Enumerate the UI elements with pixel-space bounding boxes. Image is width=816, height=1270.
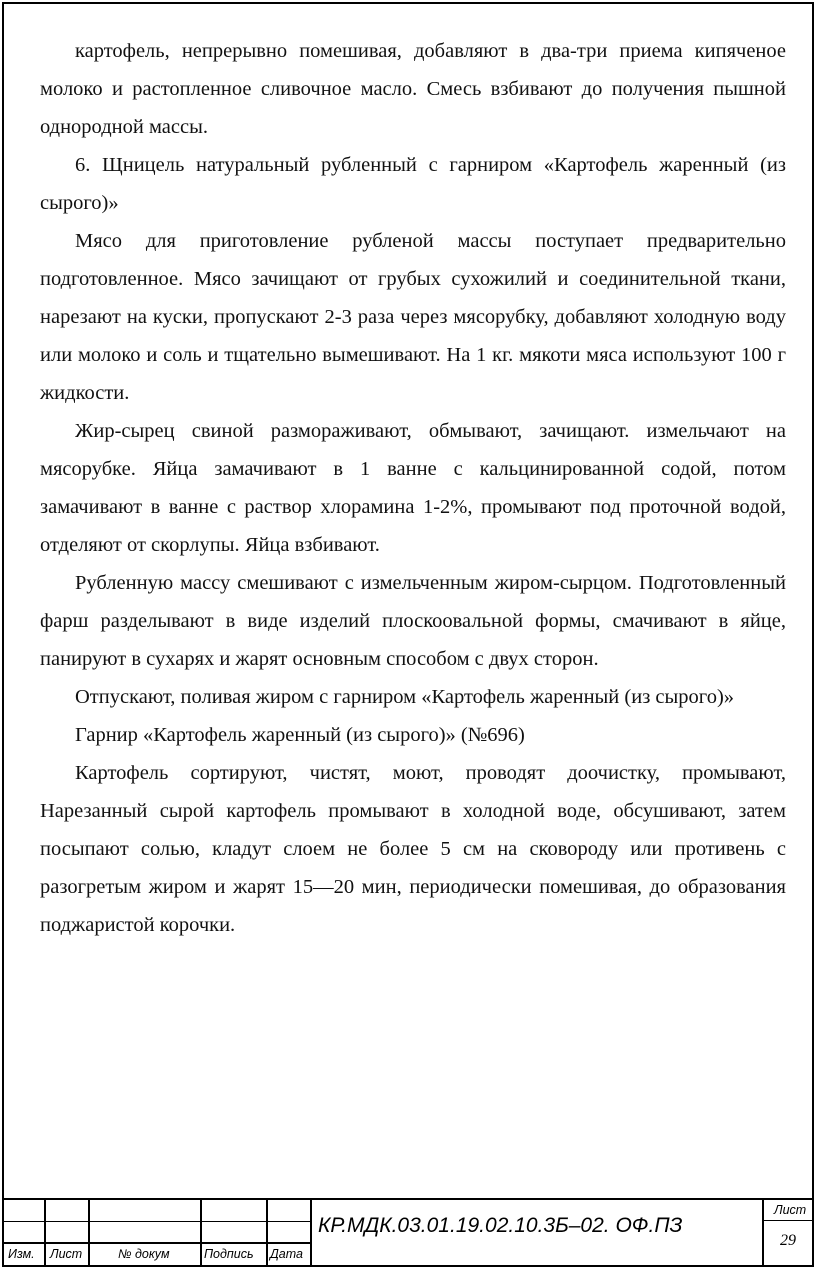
document-code: КР.МДК.03.01.19.02.10.3Б–02. ОФ.ПЗ <box>318 1214 683 1237</box>
stamp-divider <box>310 1200 312 1267</box>
title-block-stamp <box>2 1198 814 1267</box>
paragraph: Рубленную массу смешивают с измельченным жиром-сырцом. Подготовленный фарш разделывают в виде изделий плоскоовальной формы, смачивают в яйце, панируют в сухарях и жарят основным способом с двух сторон. <box>40 572 786 670</box>
stamp-divider <box>200 1200 202 1267</box>
paragraph: Отпускают, поливая жиром с гарниром «Картофель жаренный (из сырого)» <box>75 686 735 708</box>
stamp-divider <box>266 1200 268 1267</box>
paragraph: Картофель сортируют, чистят, моют, проводят доочистку, промывают, Нарезанный сырой картофель промывают в холодной воде, обсушивают, затем посыпают солью, кладут слоем не более 5 см на сковороду или противень с разогретым жиром и жарят 15—20 мин, периодически помешивая, до образования поджаристой корочки. <box>40 762 786 936</box>
stamp-label-data: Дата <box>270 1247 303 1261</box>
stamp-row-line <box>762 1220 814 1221</box>
stamp-label-dokum: № докум <box>118 1247 170 1261</box>
stamp-divider <box>88 1200 90 1267</box>
stamp-row-line <box>2 1242 310 1244</box>
stamp-label-list: Лист <box>50 1247 83 1261</box>
paragraph-heading: Гарнир «Картофель жаренный (из сырого)» (№696) <box>75 724 525 746</box>
stamp-divider <box>44 1200 46 1267</box>
paragraph: картофель, непрерывно помешивая, добавляют в два-три приема кипяченое молоко и растопленное сливочное масло. Смесь взбивают до получения пышной однородной массы. <box>40 40 786 138</box>
sheet-number: 29 <box>780 1232 796 1249</box>
stamp-row-line <box>2 1221 310 1222</box>
sheet-label: Лист <box>774 1203 807 1217</box>
document-body <box>40 32 786 944</box>
paragraph: Жир-сырец свиной размораживают, обмывают, зачищают. измельчают на мясорубке. Яйца замачивают в 1 ванне с кальцинированной содой, потом замачивают в ванне с раствор хлорамина 1-2%, промывают под проточной водой, отделяют от скорлупы. Яйца взбивают. <box>40 420 786 556</box>
stamp-label-podpis: Подпись <box>204 1247 254 1261</box>
paragraph: Мясо для приготовление рубленой массы поступает предварительно подготовленное. Мясо зачищают от грубых сухожилий и соединительной ткани, нарезают на куски, пропускают 2-3 раза через мясорубку, добавляют холодную воду или молоко и соль и тщательно вымешивают. На 1 кг. мякоти мяса используют 100 г жидкости. <box>40 230 786 404</box>
paragraph-heading: 6. Щницель натуральный рубленный с гарниром «Картофель жаренный (из сырого)» <box>40 154 786 214</box>
stamp-label-izm: Изм. <box>8 1247 35 1261</box>
